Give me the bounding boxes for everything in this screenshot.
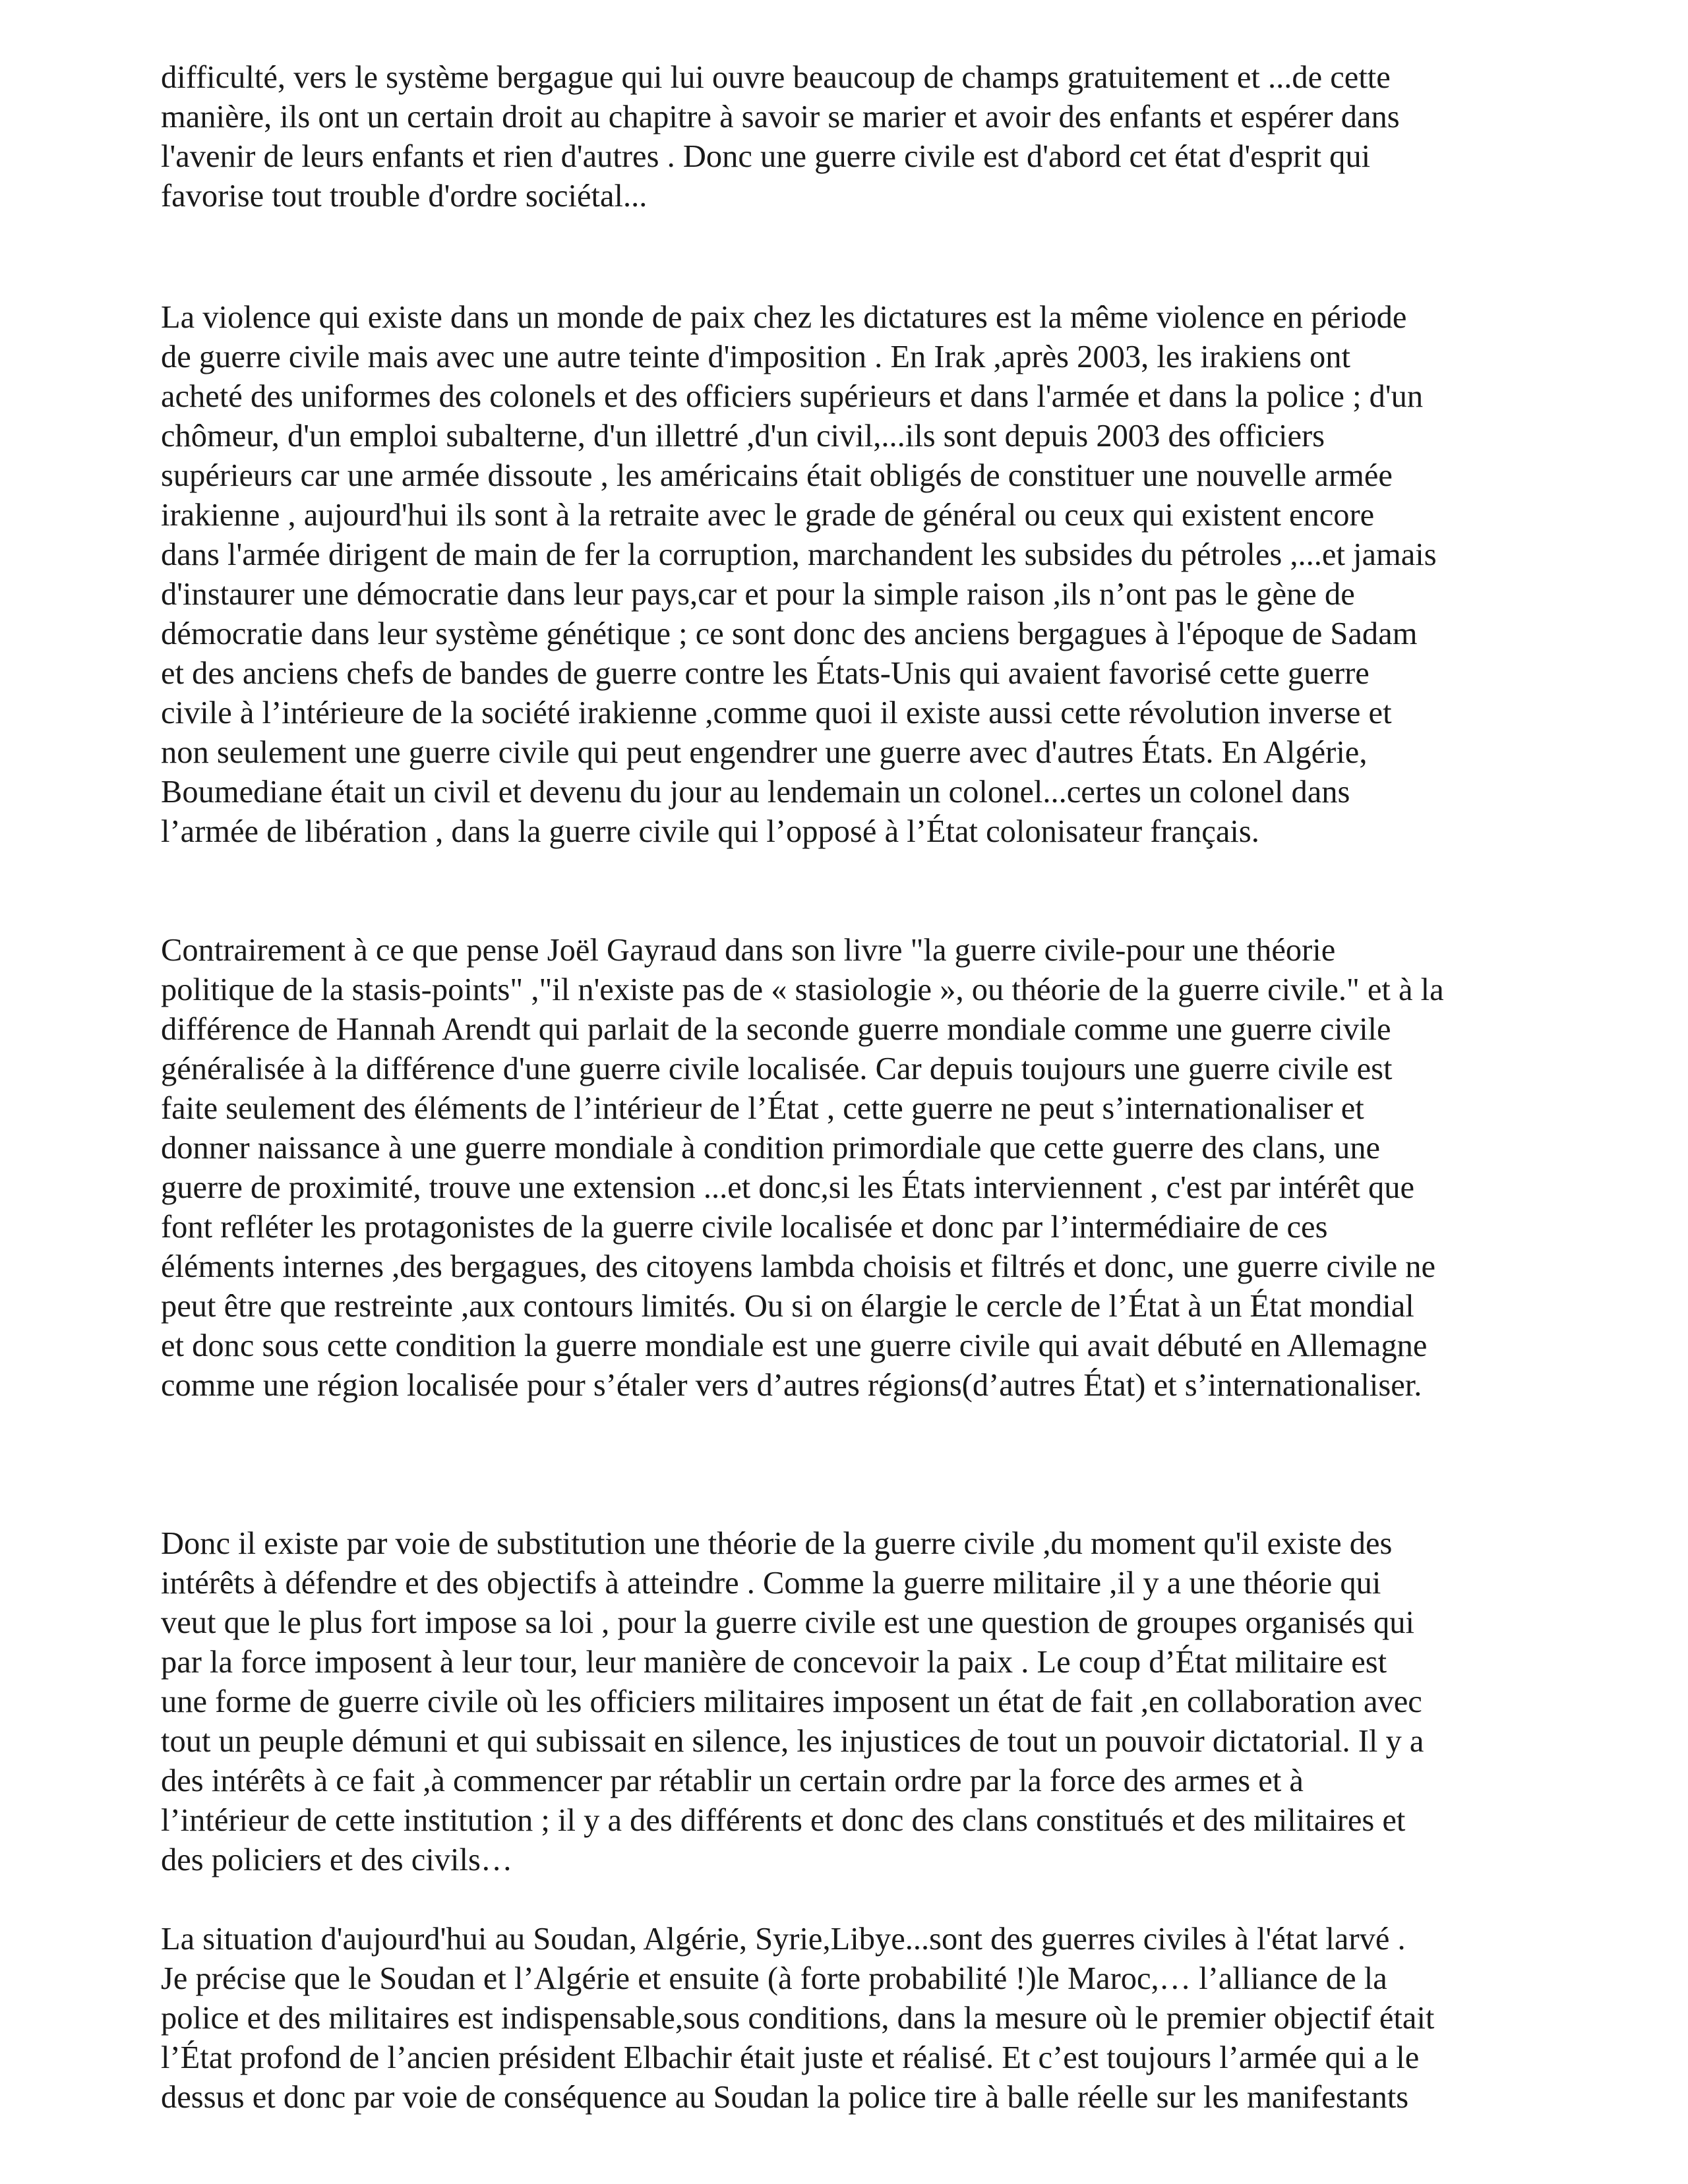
- text-line: favorise tout trouble d'ordre sociétal...: [161, 179, 648, 214]
- text-line: peut être que restreinte ,aux contours limités. Ou si on élargie le cercle de l’État à un État mondial: [161, 1289, 1414, 1324]
- text-line: veut que le plus fort impose sa loi , pour la guerre civile est une question de groupes organisés qui: [161, 1605, 1414, 1640]
- text-line: Donc il existe par voie de substitution une théorie de la guerre civile ,du moment qu'il existe des: [161, 1526, 1393, 1561]
- text-line: l’armée de libération , dans la guerre civile qui l’opposé à l’État colonisateur français.: [161, 814, 1259, 849]
- paragraph-5: [161, 1920, 1532, 2117]
- text-line: difficulté, vers le système bergague qui lui ouvre beaucoup de champs gratuitement et ...de cette: [161, 60, 1391, 95]
- text-line: comme une région localisée pour s’étaler vers d’autres régions(d’autres État) et s’internationaliser.: [161, 1368, 1422, 1403]
- text-line: acheté des uniformes des colonels et des officiers supérieurs et dans l'armée et dans la police ; d'un: [161, 379, 1424, 414]
- text-line: éléments internes ,des bergagues, des citoyens lambda choisis et filtrés et donc, une guerre civile ne: [161, 1249, 1436, 1284]
- text-line: civile à l’intérieure de la société irakienne ,comme quoi il existe aussi cette révolution inverse et: [161, 695, 1392, 730]
- text-line: non seulement une guerre civile qui peut engendrer une guerre avec d'autres États. En Algérie,: [161, 735, 1368, 770]
- text-line: et des anciens chefs de bandes de guerre contre les États-Unis qui avaient favorisé cette guerre: [161, 656, 1370, 691]
- text-line: irakienne , aujourd'hui ils sont à la retraite avec le grade de général ou ceux qui existent encore: [161, 498, 1375, 533]
- text-line: manière, ils ont un certain droit au chapitre à savoir se marier et avoir des enfants et espérer dans: [161, 100, 1400, 134]
- text-line: généralisée à la différence d'une guerre civile localisée. Car depuis toujours une guerre civile est: [161, 1051, 1393, 1086]
- text-line: font refléter les protagonistes de la guerre civile localisée et donc par l’intermédiaire de ces: [161, 1210, 1328, 1245]
- text-line: intérêts à défendre et des objectifs à atteindre . Comme la guerre militaire ,il y a une théorie qui: [161, 1566, 1381, 1601]
- text-line: d'instaurer une démocratie dans leur pays,car et pour la simple raison ,ils n’ont pas le gène de: [161, 577, 1355, 612]
- text-line: l’État profond de l’ancien président Elbachir était juste et réalisé. Et c’est toujours l’armée qui a le: [161, 2040, 1420, 2075]
- text-line: La violence qui existe dans un monde de paix chez les dictatures est la même violence en période: [161, 300, 1407, 335]
- text-line: l'avenir de leurs enfants et rien d'autres . Donc une guerre civile est d'abord cet état d'esprit qui: [161, 139, 1371, 174]
- paragraph-4: [161, 1524, 1532, 1880]
- text-line: démocratie dans leur système génétique ; ce sont donc des anciens bergagues à l'époque de Sadam: [161, 616, 1418, 651]
- text-line: Boumediane était un civil et devenu du jour au lendemain un colonel...certes un colonel dans: [161, 775, 1350, 810]
- text-line: politique de la stasis-points" ,"il n'existe pas de « stasiologie », ou théorie de la guerre civile." et à la: [161, 972, 1444, 1007]
- text-line: police et des militaires est indispensable,sous conditions, dans la mesure où le premier objectif était: [161, 2001, 1435, 2036]
- text-line: faite seulement des éléments de l’intérieur de l’État , cette guerre ne peut s’internationaliser et: [161, 1091, 1364, 1126]
- text-line: supérieurs car une armée dissoute , les américains était obligés de constituer une nouvelle armée: [161, 458, 1393, 493]
- paragraph-1: [161, 58, 1532, 216]
- text-line: Contrairement à ce que pense Joël Gayraud dans son livre "la guerre civile-pour une théorie: [161, 933, 1336, 968]
- text-line: Je précise que le Soudan et l’Algérie et ensuite (à forte probabilité !)le Maroc,… l’alliance de la: [161, 1961, 1387, 1996]
- text-line: donner naissance à une guerre mondiale à condition primordiale que cette guerre des clans, une: [161, 1131, 1380, 1166]
- paragraph-2: [161, 298, 1532, 852]
- text-line: par la force imposent à leur tour, leur manière de concevoir la paix . Le coup d’État militaire est: [161, 1645, 1387, 1680]
- text-line: La situation d'aujourd'hui au Soudan, Algérie, Syrie,Libye...sont des guerres civiles à l'état larvé .: [161, 1922, 1406, 1957]
- text-line: des policiers et des civils…: [161, 1843, 513, 1877]
- text-line: des intérêts à ce fait ,à commencer par rétablir un certain ordre par la force des armes et à: [161, 1763, 1304, 1798]
- text-line: dessus et donc par voie de conséquence au Soudan la police tire à balle réelle sur les manifestants: [161, 2080, 1409, 2115]
- text-line: de guerre civile mais avec une autre teinte d'imposition . En Irak ,après 2003, les irakiens ont: [161, 339, 1350, 374]
- text-line: et donc sous cette condition la guerre mondiale est une guerre civile qui avait débuté en Allemagne: [161, 1328, 1428, 1363]
- text-line: l’intérieur de cette institution ; il y a des différents et donc des clans constitués et des militaires et: [161, 1803, 1406, 1838]
- paragraph-3: [161, 931, 1532, 1405]
- text-line: une forme de guerre civile où les officiers militaires imposent un état de fait ,en collaboration avec: [161, 1684, 1422, 1719]
- text-line: dans l'armée dirigent de main de fer la corruption, marchandent les subsides du pétroles ,...et jamais: [161, 537, 1437, 572]
- text-line: différence de Hannah Arendt qui parlait de la seconde guerre mondiale comme une guerre civile: [161, 1012, 1391, 1047]
- text-line: guerre de proximité, trouve une extension ...et donc,si les États interviennent , c'est par intérêt que: [161, 1170, 1414, 1205]
- text-line: chômeur, d'un emploi subalterne, d'un illettré ,d'un civil,...ils sont depuis 2003 des officiers: [161, 419, 1325, 454]
- text-line: tout un peuple démuni et qui subissait en silence, les injustices de tout un pouvoir dictatorial. Il y a: [161, 1724, 1424, 1759]
